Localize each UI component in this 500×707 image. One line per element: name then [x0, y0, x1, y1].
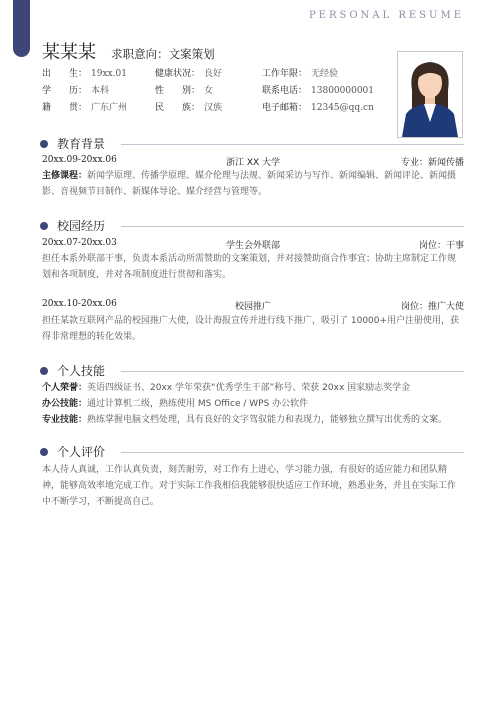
profile-photo: [397, 51, 463, 138]
section-divider: [121, 226, 464, 227]
info-degree: 学 历： 本科: [42, 86, 110, 96]
info-health: 健康状况： 良好: [155, 69, 223, 79]
section-header-evaluation: [40, 443, 464, 459]
info-phone: 联系电话： 13800000001: [262, 86, 375, 96]
section-title: 个人技能: [57, 364, 106, 378]
name-row: [42, 38, 215, 64]
resume-english-title: PERSONAL RESUME: [308, 10, 464, 21]
accent-bar: [13, 0, 30, 57]
info-work-years: 工作年限： 无经验: [262, 69, 339, 79]
section-header-campus: [40, 217, 464, 233]
section-dot: [40, 367, 48, 375]
campus-role: 岗位：干事: [418, 241, 464, 251]
section-title: 教育背景: [57, 137, 106, 151]
avatar-illustration: [398, 52, 462, 137]
section-title: 个人评价: [57, 445, 106, 459]
section-divider: [121, 371, 464, 372]
campus-item-2-row: [42, 299, 464, 311]
education-school: 浙江 XX 大学: [225, 158, 281, 168]
section-dot: [40, 140, 48, 148]
section-header-education: [40, 135, 464, 151]
info-hometown: 籍 贯： 广东广州: [42, 103, 128, 113]
section-dot: [40, 448, 48, 456]
section-dot: [40, 222, 48, 230]
info-ethnicity: 民 族： 汉族: [155, 103, 223, 113]
section-header-skills: [40, 362, 464, 378]
section-divider: [121, 452, 464, 453]
info-email: 电子邮箱： 12345@qq.cn: [262, 103, 374, 113]
campus-role: 岗位：推广大使: [400, 302, 464, 312]
skills-honors: 个人荣誉：英语四级证书、20xx 学年荣获“优秀学生干部”称号、荣获 20xx 国家励志奖学金: [42, 383, 411, 393]
campus-period: 20xx.10-20xx.06: [42, 299, 117, 309]
section-divider: [121, 144, 464, 145]
campus-item-1-row: [42, 238, 464, 250]
campus-item-1-desc: 担任本系外联部干事，负责本系活动所需赞助的文案策划，并对接赞助商合作事宜；协助主席制定工作规划和各项制度，并对各项制度进行贯彻和落实。: [42, 254, 457, 280]
skills-office: 办公技能：通过计算机二级，熟练使用 MS Office / WPS 办公软件: [42, 399, 309, 409]
job-intent: 求职意向：文案策划: [111, 47, 215, 61]
campus-org: 校园推广: [234, 302, 271, 312]
candidate-name: 某某某: [42, 42, 96, 63]
campus-item-2-desc: 担任某款互联网产品的校园推广大使，设计海报宣传并进行线下推广，吸引了 10000+用户注册使用，获得非常理想的转化效果。: [42, 316, 460, 342]
evaluation-text: 本人待人真诚，工作认真负责，刻苦耐劳，对工作有上进心，学习能力强，有很好的适应能力和团队精神，能够高效率地完成工作。对于实际工作我相信我能够很快适应工作环境，熟悉业务，并且在实际工作中不断学习，不断提高自己。: [42, 465, 457, 507]
campus-org: 学生会外联部: [225, 241, 280, 251]
education-major: 专业：新闻传播: [400, 158, 464, 168]
education-row: [42, 155, 464, 167]
info-gender: 性 别： 女: [155, 86, 214, 96]
skills-professional: 专业技能：熟练掌握电脑文档处理，具有良好的文字驾驭能力和表现力，能够独立撰写出优秀的文案。: [42, 415, 448, 425]
education-courses: 主修课程：新闻学原理、传播学原理、媒介伦理与法规、新闻采访与写作、新闻编辑、新闻评论、新闻摄影、音视频节目制作、新媒体导论、媒介经营与管理等。: [42, 171, 457, 197]
section-title: 校园经历: [57, 219, 106, 233]
education-period: 20xx.09-20xx.06: [42, 155, 117, 165]
campus-period: 20xx.07-20xx.03: [42, 238, 117, 248]
info-birth: 出 生： 19xx.01: [42, 69, 127, 79]
